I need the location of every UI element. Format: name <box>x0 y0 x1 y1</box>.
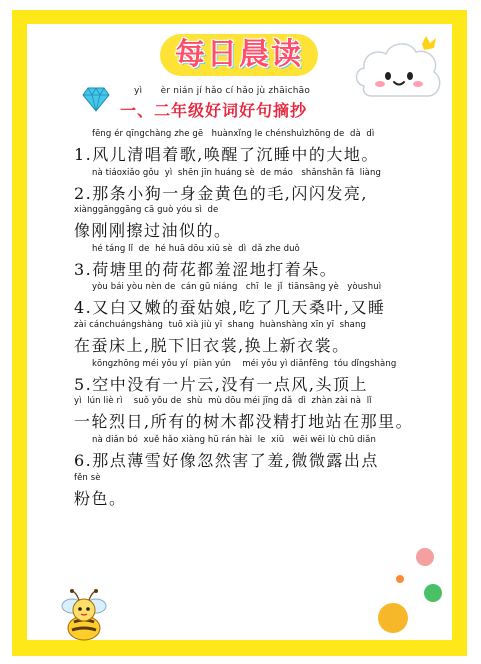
section-heading: 一、二年级好词好句摘抄 <box>120 101 308 120</box>
pinyin-line: fēng ér qīngchàng zhe gē huànxǐng le chénshuìzhōng de dà dì <box>92 129 375 139</box>
pinyin-line: yì lún liè rì suǒ yǒu de shù mù dōu méi jīng dǎ dì zhàn zài nà lǐ <box>74 396 372 406</box>
sentence-line: 6.那点薄雪好像忽然害了羞,微微露出点 <box>74 451 379 470</box>
decor-dot <box>378 603 408 633</box>
pinyin-line: yòu bái yòu nèn de cán gū niáng chī le jǐ tiānsāng yè yòushuì <box>92 282 382 292</box>
sentence-line: 一轮烈日,所有的树木都没精打地站在那里。 <box>74 412 414 431</box>
pinyin-line: nà diǎn bó xuě hǎo xiàng hū rán hài le xiū wēi wēi lù chū diǎn <box>92 435 376 445</box>
pinyin-line: nà tiáoxiǎo gǒu yì shēn jīn huáng sè de máo shǎnshǎn fā liàng <box>92 168 381 178</box>
pinyin-line: xiànggānggāng cā guò yóu sì de <box>74 205 219 215</box>
sentence-line: 在蚕床上,脱下旧衣裳,换上新衣裳。 <box>74 336 350 355</box>
pinyin-line: kōngzhōng méi yǒu yí piàn yún méi yǒu yì diǎnfēng tóu dǐngshàng <box>92 359 397 369</box>
pinyin-line: fěn sè <box>74 473 101 483</box>
decor-dot <box>416 548 434 566</box>
heading-pinyin: yì èr nián jí hǎo cí hǎo jù zhāichāo <box>134 86 311 96</box>
sentence-line: 1.风儿清唱着歌,唤醒了沉睡中的大地。 <box>74 145 379 164</box>
sentence-line: 粉色。 <box>74 489 127 508</box>
title-banner <box>160 34 318 76</box>
sentence-line: 3.荷塘里的荷花都羞涩地打着朵。 <box>74 260 338 279</box>
sentence-line: 4.又白又嫩的蚕姑娘,吃了几天桑叶,又睡 <box>74 298 386 317</box>
decor-dot <box>424 584 442 602</box>
pinyin-line: hé táng lǐ de hé huā dōu xiū sè dì dǎ zhe duǒ <box>92 244 300 254</box>
page-title: 每日晨读 <box>175 37 303 72</box>
sentence-line: 5.空中没有一片云,没有一点风,头顶上 <box>74 375 368 394</box>
sentence-line: 2.那条小狗一身金黄色的毛,闪闪发亮, <box>74 184 368 203</box>
bee-icon <box>48 586 118 642</box>
pinyin-line: zài cánchuángshàng tuō xià jiù yī shang huànshàng xīn yī shang <box>74 320 366 330</box>
cloud-face-icon <box>352 34 444 112</box>
decor-dot <box>396 575 404 583</box>
sentence-line: 像刚刚擦过油似的。 <box>74 221 232 240</box>
diamond-icon <box>82 86 110 112</box>
